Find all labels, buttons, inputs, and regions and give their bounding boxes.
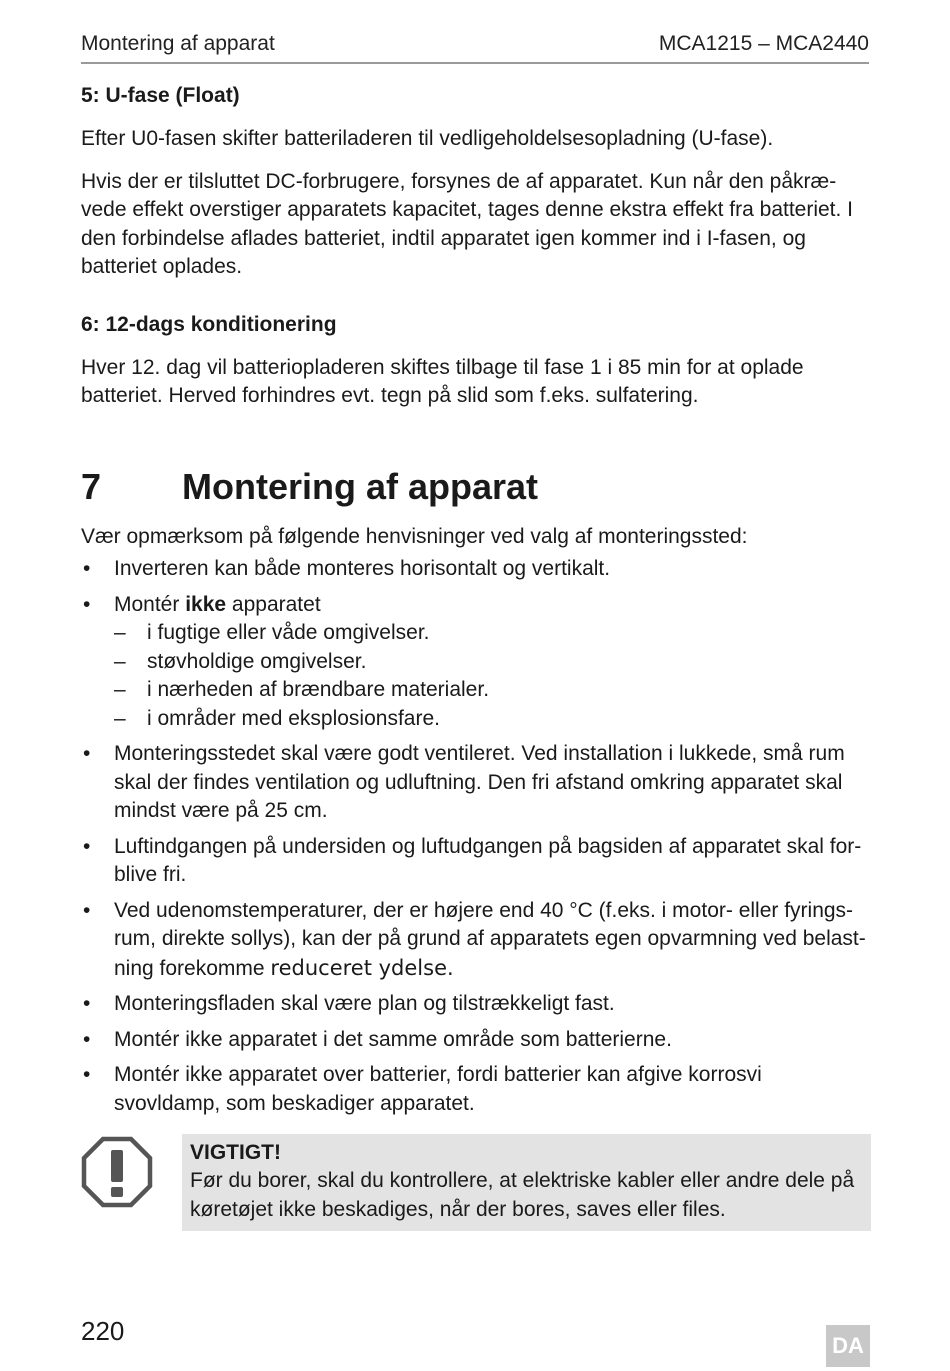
list-item-text: Montér ikke apparatet over batterier, fordi batterier kan afgive korrosvi svovldamp, som beskadiger apparatet. <box>114 1063 762 1115</box>
list-item-text: Inverteren kan både monteres horisontalt og vertikalt. <box>114 557 611 580</box>
section-5-paragraph-1: Efter U0-fasen skifter batteriladeren til vedligeholdelsesopladning (U-fase). <box>81 127 774 150</box>
warning-notice <box>81 1134 871 1231</box>
sub-list-item: – støvholdige omgivelser. <box>114 648 871 677</box>
warning-text: Før du borer, skal du kontrollere, at elektriske kabler eller andre dele på køretøjet ikke beskadiges, når der bores, saves eller files. <box>190 1169 855 1221</box>
dash-icon: – <box>114 678 126 701</box>
section-5-paragraph-2: Hvis der er tilsluttet DC-forbrugere, forsynes de af apparatet. Kun når den påkræ-vede effekt overstiger apparatets kapacitet, tages denne ekstra effekt fra batteriet. I den forbindelse aflades batteriet, indtil apparatet igen kommer ind i I-fasen, og batteriet oplades. <box>81 169 854 278</box>
list-item <box>81 555 871 584</box>
list-item <box>81 897 871 984</box>
chapter-intro: Vær opmærksom på følgende henvisninger ved valg af monteringssted: <box>81 524 748 548</box>
language-badge: DA <box>826 1325 870 1367</box>
bullet-icon: • <box>83 592 91 616</box>
list-item-bold: ikke <box>185 592 227 616</box>
sub-list-item: – i nærheden af brændbare materialer. <box>114 676 871 705</box>
page-header <box>81 30 869 64</box>
chapter-heading <box>81 465 871 509</box>
section-6-paragraph: Hver 12. dag vil batteriopladeren skiftes tilbage til fase 1 i 85 min for at oplade batteriet. Herved forhindres evt. tegn på slid som f.eks. sulfatering. <box>81 355 804 407</box>
dash-icon: – <box>114 706 126 730</box>
chapter-number: 7 <box>81 465 102 507</box>
list-item-text: Monteringsstedet skal være godt ventileret. Ved installation i lukkede, små rum skal der findes ventilation og udluftning. Den fri afstand omkring apparatet skal mindst være på 25 cm. <box>114 742 845 822</box>
bullet-icon: • <box>83 557 91 580</box>
list-item-text-pre: Montér <box>114 592 180 616</box>
page-content <box>81 80 871 1125</box>
chapter-title: Montering af apparat <box>182 465 539 507</box>
bullet-icon: • <box>83 1063 91 1086</box>
list-item-text: Luftindgangen på undersiden og luftudgangen på bagsiden af apparatet skal for-blive fri. <box>114 834 862 886</box>
list-item-text: Montér ikke apparatet i det samme område som batterierne. <box>114 1027 672 1051</box>
warning-title: VIGTIGT! <box>190 1141 281 1164</box>
list-item <box>81 1061 871 1118</box>
list-item <box>81 1026 871 1055</box>
bullet-icon: • <box>83 742 91 765</box>
exclamation-octagon-icon <box>81 1136 153 1208</box>
list-item <box>81 990 871 1019</box>
list-item-text-post: apparatet <box>231 592 321 616</box>
bullet-icon: • <box>83 1027 91 1051</box>
warning-box <box>182 1134 871 1231</box>
sub-list-item: – i fugtige eller våde omgivelser. <box>114 619 871 648</box>
list-item <box>81 740 871 826</box>
list-item-text: Ved udenomstemperaturer, der er højere end 40 °C (f.eks. i motor- eller fyrings-rum, direkte sollys), kan der på grund af apparatets egen opvarmning ved belast-ning forekomme <box>114 898 866 980</box>
list-item-text: Monteringsfladen skal være plan og tilstrækkeligt fast. <box>114 992 615 1015</box>
section-5-title: 5: U-fase (Float) <box>81 84 240 107</box>
sub-list-item: – i områder med eksplosionsfare. <box>114 705 871 734</box>
mounting-list <box>81 555 871 1118</box>
list-item <box>81 833 871 890</box>
page-number: 220 <box>81 1316 125 1346</box>
header-model-range: MCA1215 – MCA2440 <box>658 32 869 55</box>
sub-list <box>114 619 871 733</box>
list-item <box>81 591 871 734</box>
header-section-title: Montering af apparat <box>81 32 275 55</box>
bullet-icon: • <box>83 992 91 1015</box>
dash-icon: – <box>114 621 126 644</box>
bullet-icon: • <box>83 834 91 858</box>
list-item-emphasis: reduceret ydelse. <box>270 955 454 980</box>
section-6-title: 6: 12-dags konditionering <box>81 312 337 336</box>
bullet-icon: • <box>83 898 91 922</box>
dash-icon: – <box>114 649 126 673</box>
